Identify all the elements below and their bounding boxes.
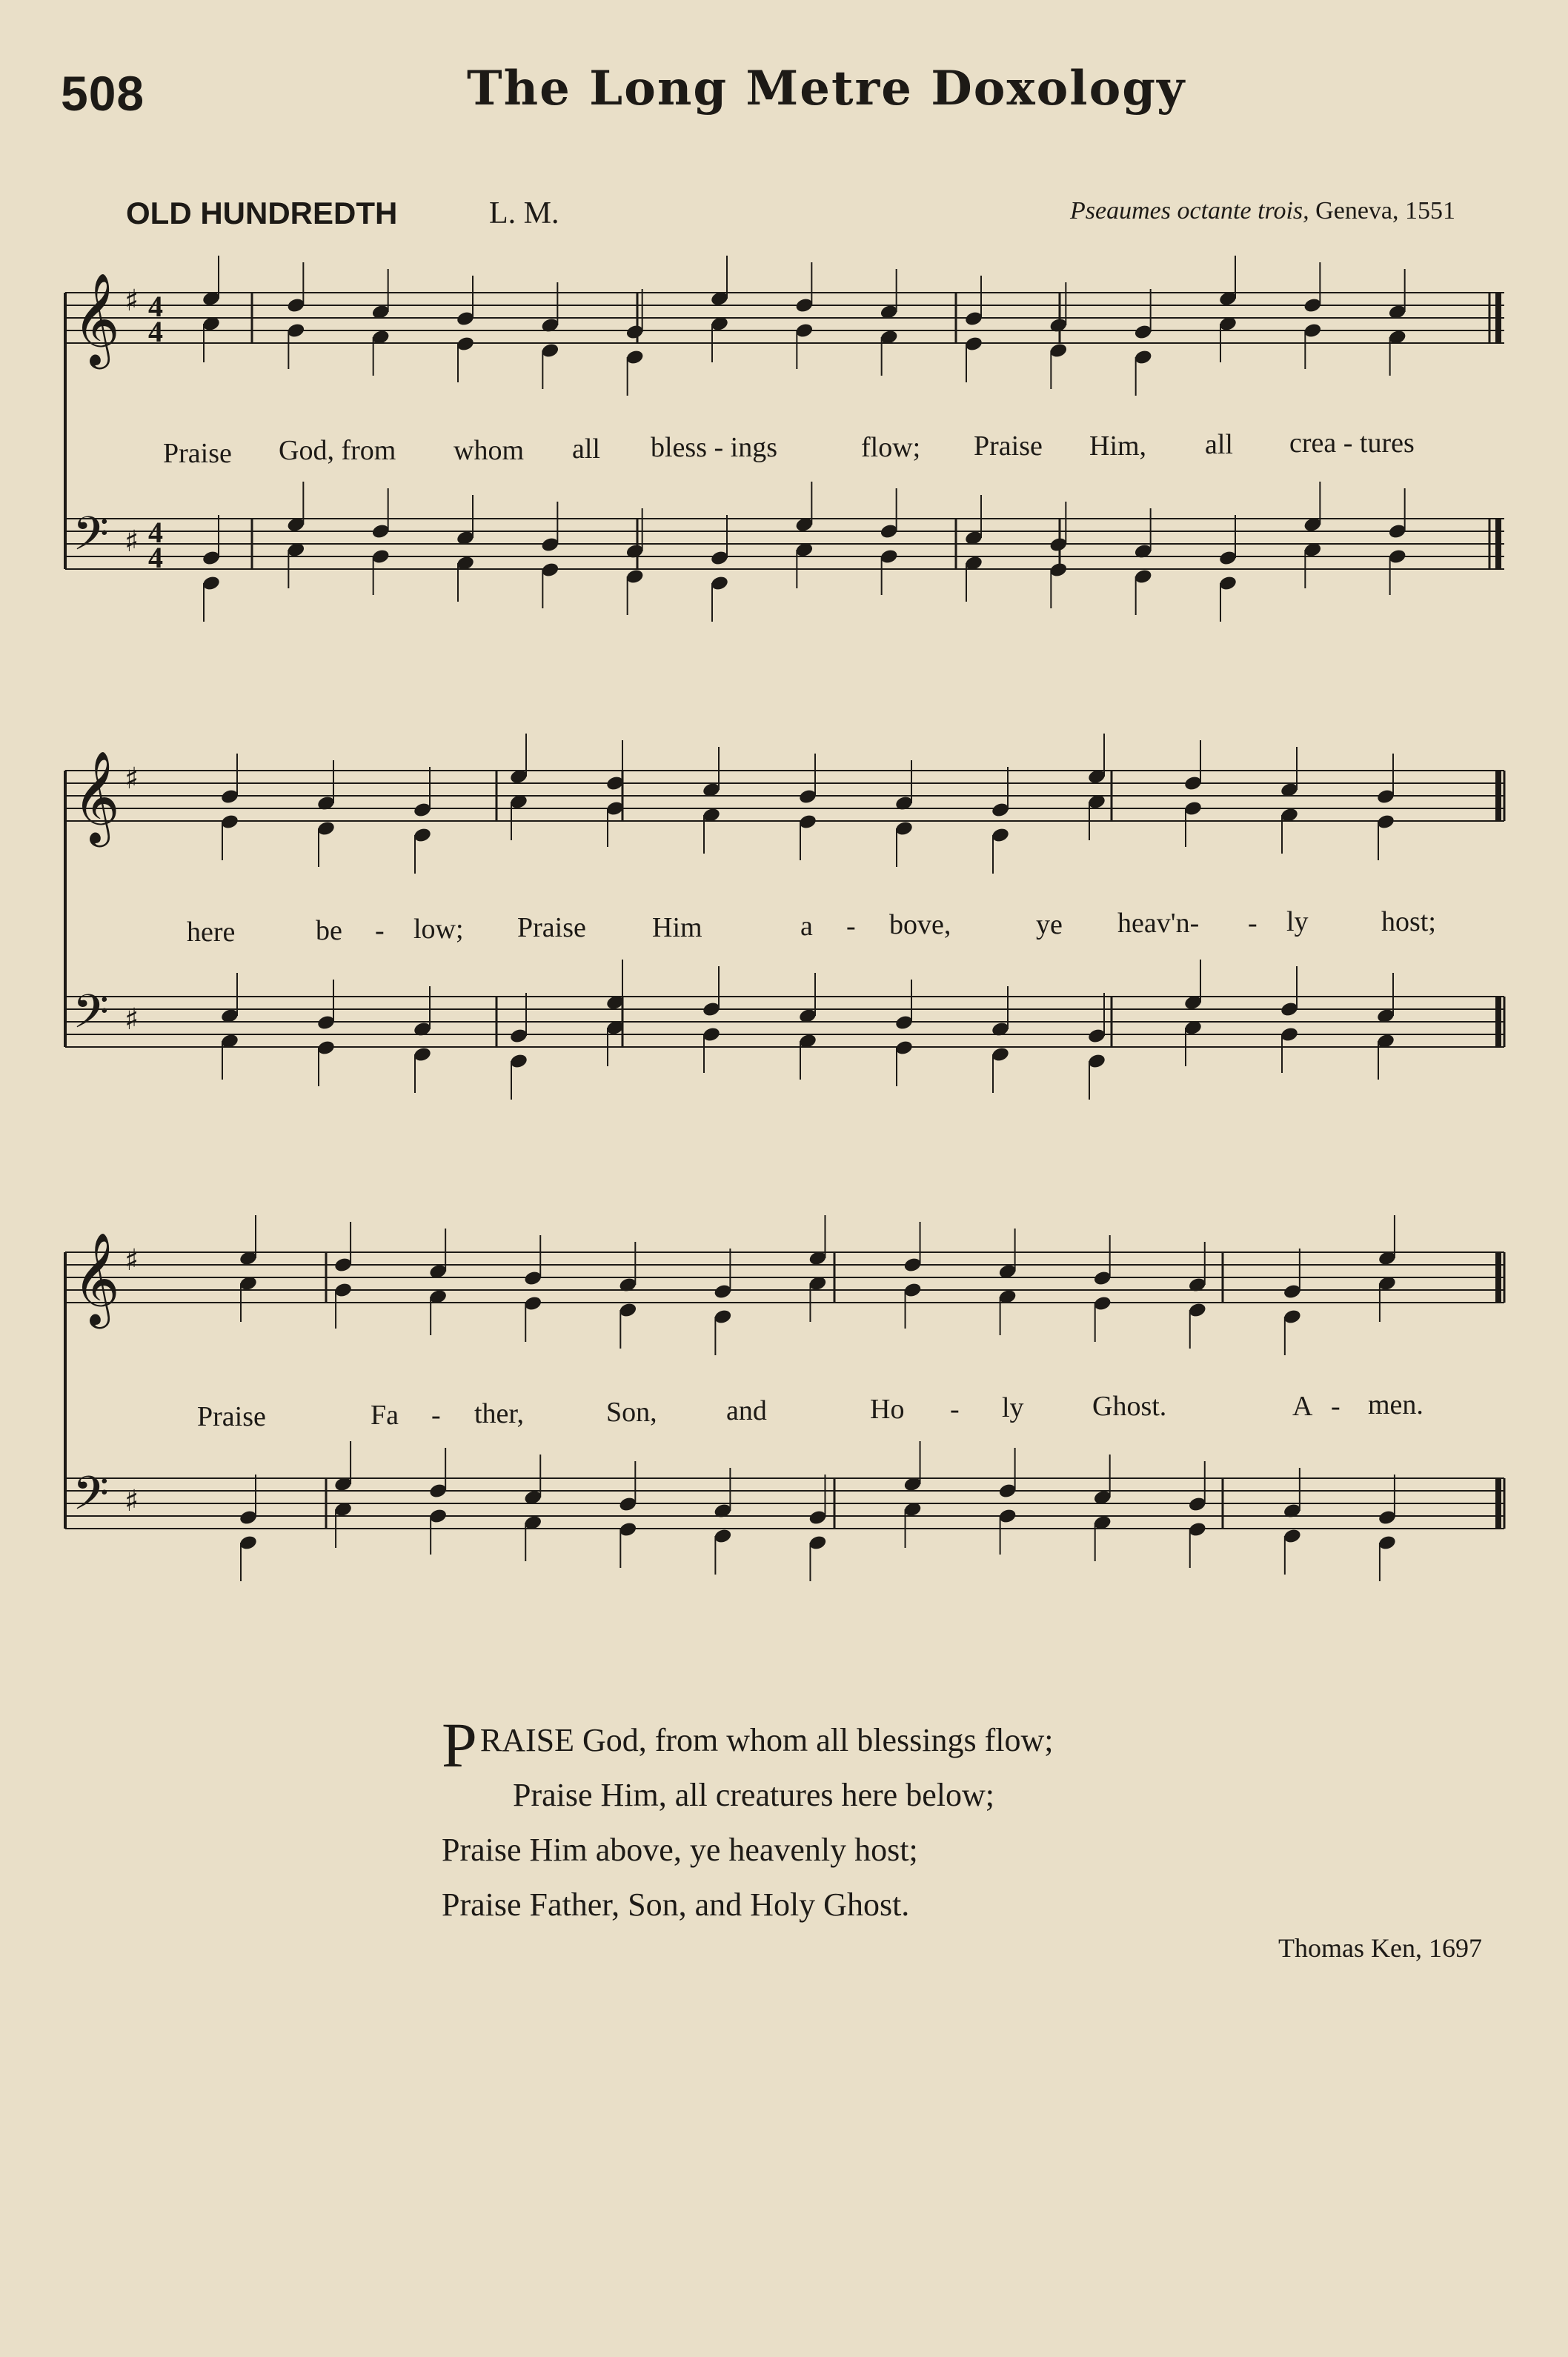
time-signature-numerator: 4: [148, 516, 163, 549]
lyric-syllable: host;: [1381, 906, 1436, 937]
lyric-syllable: Him: [652, 912, 702, 943]
lyric-syllable: crea - tures: [1289, 428, 1415, 459]
treble-clef-icon: 𝄞: [73, 751, 120, 843]
lyric-syllable: ly: [1002, 1392, 1024, 1423]
lyric-syllable: be: [316, 915, 342, 946]
hymn-text: [442, 1709, 1054, 1932]
lyric-syllable: Him,: [1089, 430, 1147, 462]
lyric-syllable: flow;: [861, 432, 921, 463]
lyric-syllable: -: [431, 1400, 441, 1431]
bass-clef-icon: 𝄢: [73, 984, 109, 1050]
hymn-text-line-2: Praise Him, all creatures here below;: [513, 1777, 994, 1813]
lyric-syllable: Praise: [163, 438, 232, 469]
tune-source-place-date: Geneva, 1551: [1309, 197, 1455, 225]
lyric-syllable: ye: [1036, 909, 1063, 940]
lyric-syllable: a: [800, 911, 813, 942]
hymn-text-line-1: RAISE God, from whom all blessings flow;: [479, 1722, 1054, 1758]
lyric-syllable: Son,: [606, 1397, 657, 1428]
tune-meter: L. M.: [489, 196, 559, 230]
lyric-syllable: Praise: [197, 1401, 266, 1432]
lyric-syllable: all: [572, 433, 600, 465]
tune-source-title: Pseaumes octante trois,: [1070, 197, 1309, 225]
lyric-syllable: -: [846, 911, 856, 942]
sharp-icon: ♯: [124, 1243, 139, 1277]
sharp-icon: ♯: [124, 284, 139, 318]
lyric-syllable: Fa: [371, 1400, 399, 1431]
lyric-syllable: ly: [1286, 906, 1309, 937]
treble-clef-icon: 𝄞: [73, 273, 120, 365]
lyric-syllable: Praise: [974, 430, 1043, 462]
lyric-syllable: low;: [413, 914, 464, 945]
author-credit: Thomas Ken, 1697: [1278, 1933, 1482, 1963]
hymn-text-line-4: Praise Father, Son, and Holy Ghost.: [442, 1886, 910, 1923]
sharp-icon: ♯: [124, 1484, 139, 1518]
drop-cap: P: [442, 1709, 477, 1781]
lyric-syllable: Ho: [870, 1394, 905, 1425]
lyric-syllable: bove,: [889, 909, 951, 940]
sharp-icon: ♯: [124, 1003, 139, 1037]
bass-clef-icon: 𝄢: [73, 506, 109, 572]
lyric-syllable: Ghost.: [1092, 1391, 1167, 1422]
page-title: The Long Metre Doxology: [467, 61, 1186, 116]
lyric-syllable: A: [1292, 1391, 1313, 1422]
lyric-syllable: men.: [1368, 1389, 1424, 1420]
time-signature-denominator: 4: [148, 541, 163, 574]
lyric-syllable: -: [1331, 1391, 1341, 1422]
lyric-syllable: Praise: [517, 912, 586, 943]
lyric-syllable: ther,: [474, 1398, 525, 1429]
lyric-syllable: -: [1248, 908, 1258, 939]
sharp-icon: ♯: [124, 762, 139, 796]
time-signature-denominator: 4: [148, 315, 163, 348]
lyric-syllable: -: [950, 1394, 960, 1425]
hymn-text-line: [442, 1709, 1054, 1781]
lyric-syllable: here: [187, 917, 236, 948]
lyric-syllable: heav'n-: [1117, 908, 1200, 939]
bass-clef-icon: 𝄢: [73, 1466, 109, 1532]
lyric-syllable: whom: [454, 435, 524, 466]
lyric-syllable: bless - ings: [651, 432, 777, 463]
page-number: 508: [61, 66, 145, 121]
lyric-syllable: all: [1205, 429, 1233, 460]
hymn-text-line-3: Praise Him above, ye heavenly host;: [442, 1832, 918, 1868]
lyric-syllable: and: [726, 1395, 767, 1426]
sharp-icon: ♯: [124, 525, 139, 559]
tune-name: OLD HUNDREDTH: [126, 196, 398, 230]
lyric-syllable: -: [375, 915, 385, 946]
time-signature-numerator: 4: [148, 290, 163, 323]
treble-clef-icon: 𝄞: [73, 1232, 120, 1325]
lyric-syllable: God, from: [279, 435, 396, 466]
